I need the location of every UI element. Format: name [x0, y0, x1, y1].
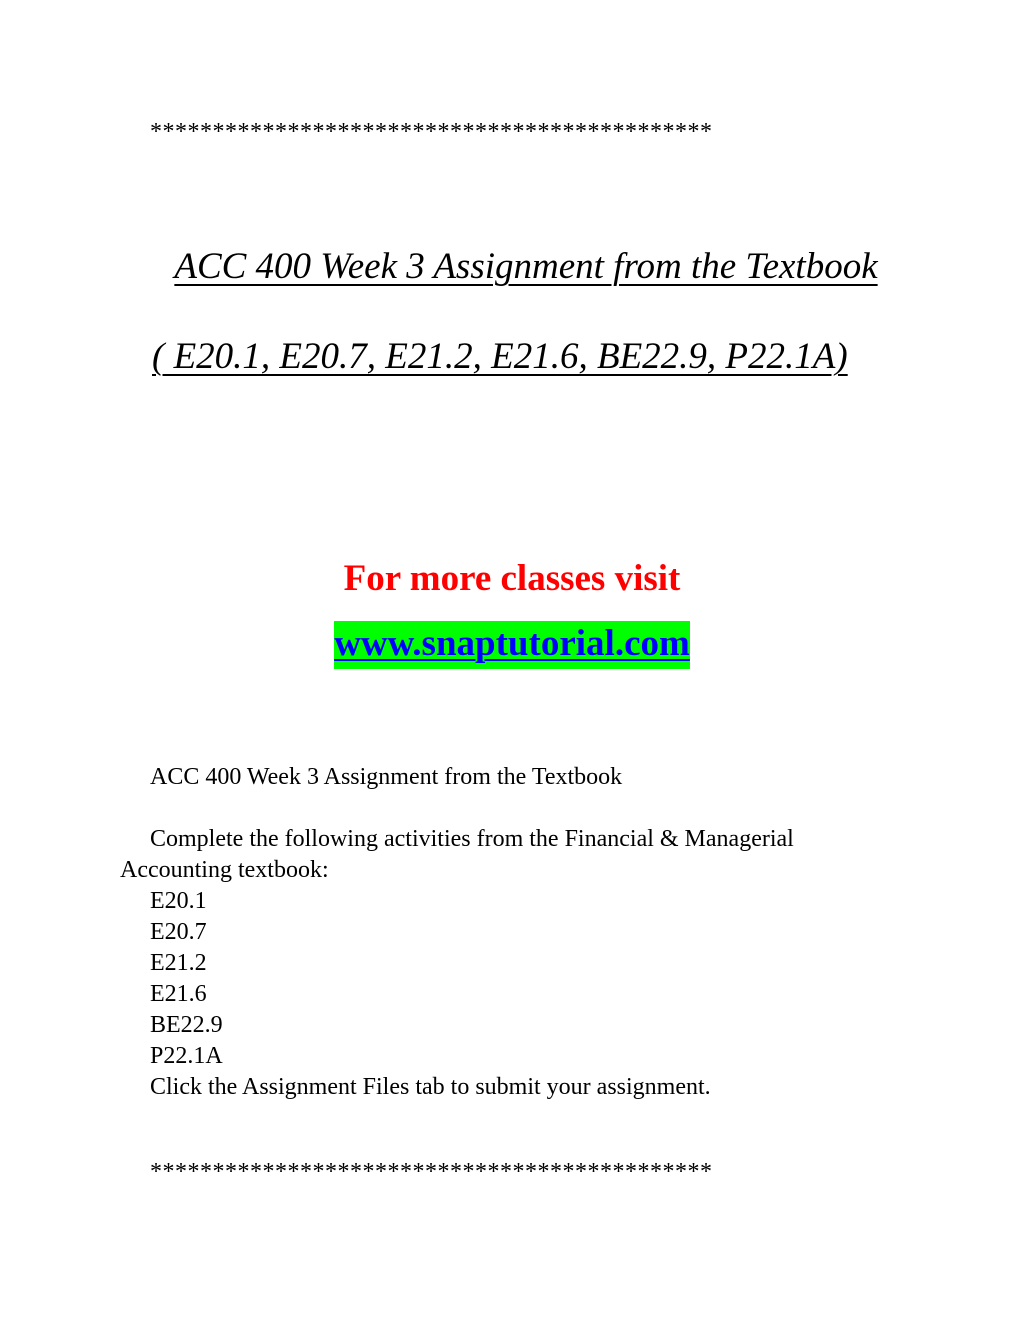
title-line-2: ( E20.1, E20.7, E21.2, E21.6, BE22.9, P22.1A) [152, 336, 848, 377]
body-intro-continued: Accounting textbook: [120, 857, 329, 883]
activity-list [120, 886, 900, 1072]
separator-bottom: ********************************************* [150, 1159, 713, 1185]
promo-text: For more classes visit [343, 558, 681, 599]
list-item: P22.1A [150, 1043, 223, 1069]
body-intro: Complete the following activities from the Financial & Managerial [150, 826, 794, 852]
promo-link-wrap [0, 621, 1024, 669]
assignment-body [120, 762, 900, 1103]
list-item: BE22.9 [150, 1012, 223, 1038]
list-item: E21.6 [150, 981, 207, 1007]
list-item: E20.1 [150, 888, 207, 914]
body-heading: ACC 400 Week 3 Assignment from the Textbook [150, 764, 623, 790]
separator-top: ********************************************* [150, 119, 713, 145]
list-item: E20.7 [150, 919, 207, 945]
spacer [120, 793, 900, 824]
list-item: E21.2 [150, 950, 207, 976]
snaptutorial-link[interactable]: www.snaptutorial.com [334, 621, 690, 669]
body-closing: Click the Assignment Files tab to submit your assignment. [150, 1074, 711, 1100]
title-line-1: ACC 400 Week 3 Assignment from the Textbook [174, 246, 878, 287]
